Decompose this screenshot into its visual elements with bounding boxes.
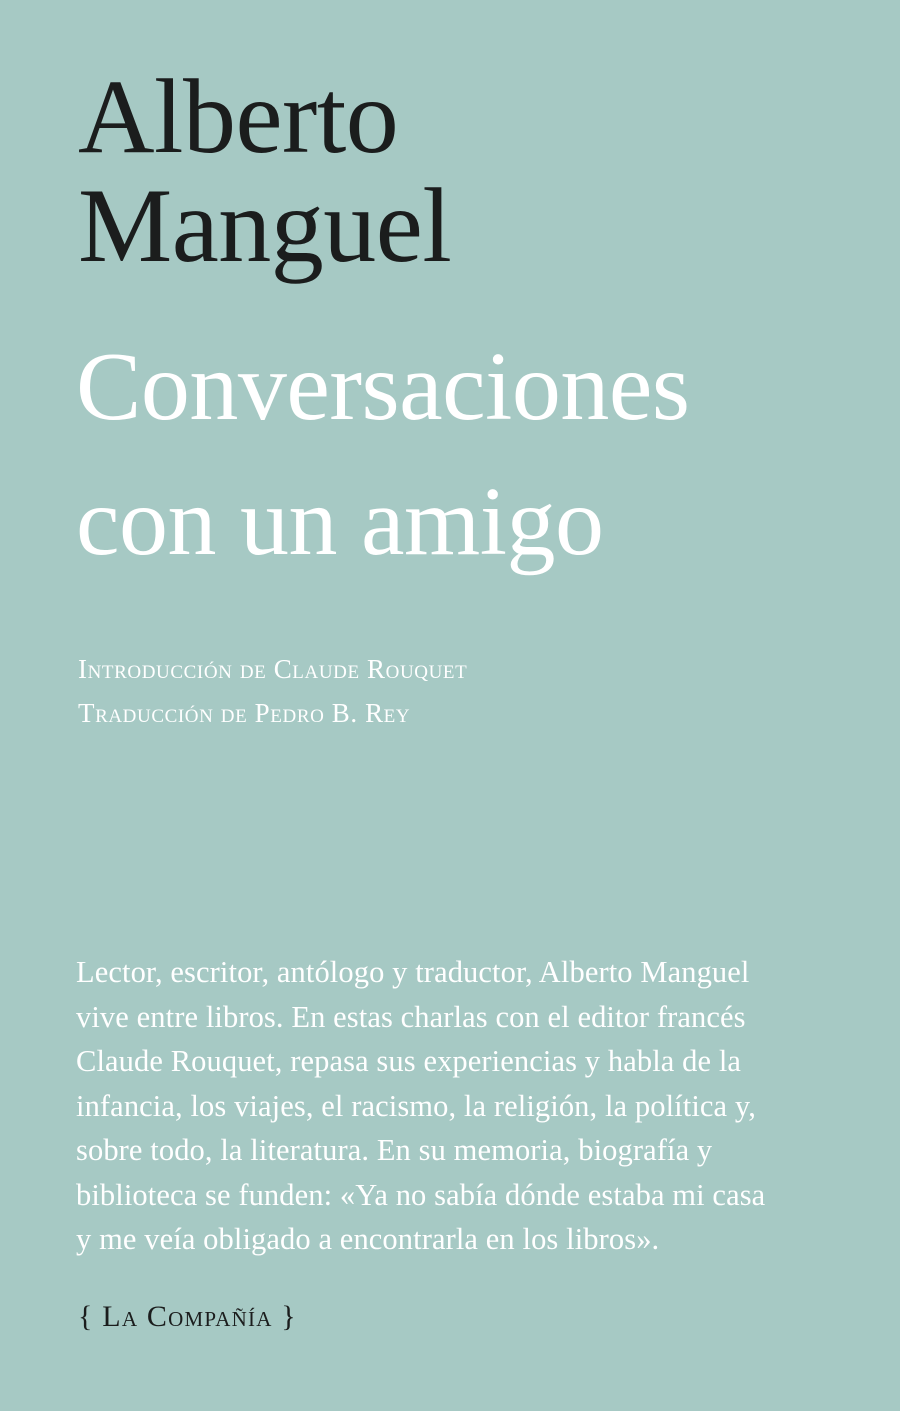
credits-block bbox=[78, 648, 838, 735]
book-title bbox=[76, 320, 876, 590]
book-title-line-1: Conversaciones bbox=[76, 333, 690, 441]
author-name-line-1: Alberto bbox=[78, 58, 399, 175]
introduction-credit: Introducción de Claude Rouquet bbox=[78, 654, 468, 684]
publisher-imprint: { La Compañía } bbox=[78, 1300, 297, 1333]
blurb-line: Lector, escritor, antólogo y traductor, Alberto Manguel bbox=[76, 955, 750, 989]
blurb-line: Claude Rouquet, repasa sus experiencias y habla de la bbox=[76, 1044, 742, 1079]
blurb-line: infancia, los viajes, el racismo, la religión, la política y, bbox=[76, 1088, 756, 1123]
author-name bbox=[78, 58, 858, 285]
blurb-line: y me veía obligado a encontrarla en los libros». bbox=[76, 1222, 660, 1257]
blurb-line: biblioteca se funden: «Ya no sabía dónde estaba mi casa bbox=[76, 1177, 766, 1212]
blurb-line: sobre todo, la literatura. En su memoria, biografía y bbox=[76, 1133, 713, 1168]
blurb-line: vive entre libros. En estas charlas con el editor francés bbox=[76, 999, 746, 1034]
back-cover-blurb bbox=[76, 950, 824, 1262]
author-name-line-2: Manguel bbox=[78, 167, 452, 285]
book-title-line-2: con un amigo bbox=[76, 468, 604, 577]
translation-credit: Traducción de Pedro B. Rey bbox=[78, 697, 411, 728]
